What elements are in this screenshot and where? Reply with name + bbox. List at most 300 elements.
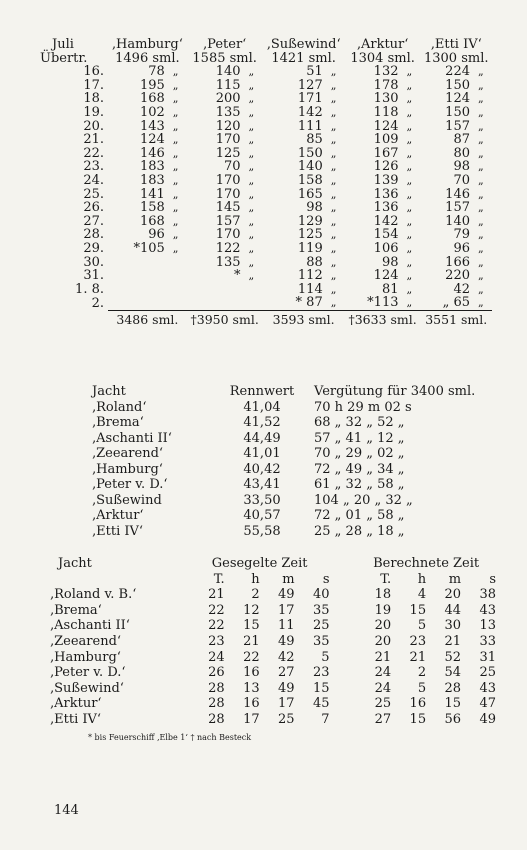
- ditto-mark: „: [172, 228, 179, 242]
- rennwert-cell: 41,04: [243, 399, 281, 415]
- computed-time-cell: 33: [479, 633, 496, 649]
- computed-time-cell: 20: [374, 633, 392, 649]
- yacht-name-cell: ‚Arktur‘: [92, 508, 144, 523]
- computed-time-cell: 4: [417, 587, 427, 603]
- distance-cell: 167: [373, 145, 399, 161]
- computed-time-cell: 13: [479, 618, 496, 634]
- yacht-name-cell: ‚Hamburg‘: [50, 649, 121, 665]
- unit-label: h: [251, 571, 260, 587]
- table3-units-row: [50, 572, 496, 588]
- ditto-mark: „: [406, 214, 413, 228]
- col-header-jacht: Jacht: [92, 384, 126, 399]
- ditto-mark: „: [330, 255, 337, 269]
- daily-distance-table: [40, 38, 492, 326]
- ditto-mark: „: [330, 187, 337, 201]
- distance-cell: 146: [139, 145, 165, 161]
- table-row: [40, 188, 492, 202]
- computed-time-cell: 30: [444, 618, 462, 634]
- computed-time-cell: 47: [479, 696, 496, 712]
- distance-cell: 81: [381, 281, 399, 297]
- distance-cell: 98: [381, 254, 399, 270]
- totals-spacer: [40, 310, 108, 326]
- sailed-time-cell: 24: [208, 649, 225, 665]
- distance-cell: 168: [139, 213, 165, 229]
- ditto-mark: „: [248, 160, 255, 174]
- ditto-mark: „: [330, 146, 337, 160]
- date-cell: 16.: [83, 64, 104, 80]
- ditto-mark: „: [478, 214, 484, 228]
- rennwert-cell: 40,57: [243, 508, 281, 523]
- sailed-time-cell: 26: [208, 665, 225, 681]
- distance-cell: 129: [297, 213, 323, 229]
- ditto-mark: „: [478, 105, 484, 119]
- ditto-mark: „: [478, 241, 484, 255]
- group-gap-cell: [330, 587, 357, 603]
- table-row: [92, 524, 482, 540]
- carryover-sussewind: 1421 sml.: [271, 50, 336, 66]
- date-cell: 22.: [83, 145, 104, 161]
- sailed-time-cell: 42: [278, 649, 295, 665]
- ditto-mark: „: [406, 282, 413, 296]
- table-row: [92, 400, 482, 416]
- ditto-mark: „: [406, 187, 413, 201]
- distance-cell: 165: [297, 186, 323, 202]
- distance-cell: 171: [297, 91, 323, 107]
- table-row: [50, 618, 496, 634]
- ditto-mark: [171, 269, 187, 283]
- ditto-mark: „: [248, 269, 255, 283]
- sailed-time-cell: 21: [243, 633, 260, 649]
- distance-cell: 135: [215, 254, 241, 270]
- date-cell: 25.: [83, 186, 104, 202]
- ditto-mark: „: [330, 119, 337, 133]
- unit-label: T.: [213, 571, 225, 587]
- sailed-time-cell: 25: [312, 618, 330, 634]
- group-gap-cell: [330, 665, 357, 681]
- distance-cell: 98: [453, 159, 470, 175]
- total-sussewind: 3593 sml.: [263, 310, 345, 326]
- distance-cell: 178: [373, 77, 399, 93]
- group-gap: [330, 556, 357, 572]
- total-peter: †3950 sml.: [187, 310, 263, 326]
- ditto-mark: „: [330, 105, 337, 119]
- table-row: [92, 508, 482, 524]
- yacht-name-cell: ‚Sußewind: [92, 492, 162, 508]
- ditto-mark: „: [248, 133, 255, 147]
- ditto-mark: [171, 256, 187, 270]
- distance-cell: 136: [373, 186, 399, 202]
- distance-cell: 170: [215, 227, 241, 243]
- table1-body: [40, 65, 492, 310]
- verguetung-cell: 68 „ 32 „ 52 „: [314, 415, 405, 430]
- ditto-mark: „: [478, 201, 484, 215]
- ditto-mark: „: [330, 78, 337, 92]
- verguetung-cell: 25 „ 28 „ 18 „: [314, 523, 405, 539]
- ditto-mark: „: [248, 255, 255, 269]
- distance-cell: [108, 283, 171, 297]
- ditto-mark: „: [248, 119, 255, 133]
- distance-cell: 125: [215, 145, 241, 161]
- sailed-time-cell: 23: [312, 665, 330, 681]
- distance-cell: 111: [297, 118, 323, 134]
- page-number: 144: [54, 803, 79, 818]
- verguetung-cell: 72 „ 01 „ 58 „: [314, 508, 405, 523]
- distance-cell: 88: [306, 254, 323, 270]
- distance-cell: 87: [453, 132, 470, 148]
- sailed-time-cell: 22: [208, 618, 225, 634]
- ditto-mark: „: [406, 119, 413, 133]
- sailed-time-cell: 11: [278, 618, 295, 634]
- table-row: [40, 120, 492, 134]
- ditto-mark: „: [330, 133, 337, 147]
- carryover-peter: 1585 sml.: [192, 50, 257, 66]
- yacht-name-cell: ‚Aschanti II‘: [92, 430, 172, 446]
- ditto-mark: „: [330, 214, 337, 228]
- group-gap-cell: [330, 681, 357, 697]
- sailed-time-cell: 16: [243, 696, 260, 712]
- computed-time-cell: 38: [479, 587, 496, 603]
- unit-label: s: [489, 571, 496, 587]
- ditto-mark: „: [406, 228, 413, 242]
- table-row: [40, 256, 492, 270]
- ditto-mark: „: [478, 146, 484, 160]
- yacht-name-cell: ‚Hamburg‘: [92, 461, 163, 477]
- table-row: [40, 283, 492, 297]
- table-row: [40, 215, 492, 229]
- distance-cell: 150: [297, 145, 323, 161]
- sailed-time-cell: 28: [208, 680, 225, 696]
- ditto-mark: „: [406, 160, 413, 174]
- sailed-time-cell: 17: [278, 696, 295, 712]
- rennwert-cell: 40,42: [243, 461, 281, 477]
- distance-cell: 140: [215, 64, 241, 80]
- table-row: [50, 665, 496, 681]
- units-spacer: [50, 572, 190, 588]
- sailed-time-cell: 28: [208, 711, 225, 727]
- distance-cell: 195: [139, 77, 165, 93]
- group-berechnete-zeit: Berechnete Zeit: [373, 556, 480, 571]
- ditto-mark: „: [248, 105, 255, 119]
- distance-cell: 142: [297, 104, 323, 120]
- ditto-mark: „: [478, 92, 484, 106]
- computed-time-cell: 23: [409, 633, 427, 649]
- verguetung-cell: 104 „ 20 „ 32 „: [314, 492, 413, 508]
- distance-cell: 145: [215, 200, 241, 216]
- unit-label: m: [282, 571, 295, 587]
- sailed-time-cell: 49: [278, 680, 295, 696]
- ditto-mark: „: [248, 92, 255, 106]
- ditto-mark: „: [248, 146, 255, 160]
- table-row: [92, 462, 482, 478]
- table-row: [40, 79, 492, 93]
- col-header-etti: ‚Etti IV‘: [430, 37, 482, 52]
- unit-label: s: [322, 571, 330, 587]
- yacht-name-cell: ‚Arktur‘: [50, 696, 102, 712]
- distance-cell: 122: [215, 240, 241, 256]
- distance-cell: 79: [453, 227, 470, 243]
- table-row: [40, 160, 492, 174]
- table-row: [40, 133, 492, 147]
- computed-time-cell: 21: [409, 649, 427, 665]
- ditto-mark: „: [406, 296, 413, 310]
- table-row: [40, 296, 492, 310]
- distance-cell: *: [234, 268, 241, 284]
- computed-time-cell: 54: [444, 665, 462, 681]
- sailed-time-cell: 5: [321, 649, 330, 665]
- table-row: [50, 634, 496, 650]
- distance-cell: 166: [445, 254, 470, 270]
- sailed-time-cell: 17: [243, 711, 260, 727]
- distance-cell: 120: [215, 118, 241, 134]
- computed-time-cell: 15: [444, 696, 462, 712]
- computed-time-cell: 19: [374, 602, 392, 618]
- table1-carryover-row: [40, 52, 492, 66]
- sailed-time-cell: 16: [243, 665, 260, 681]
- yacht-name-cell: ‚Etti IV‘: [92, 523, 144, 539]
- date-cell: 28.: [83, 227, 104, 243]
- distance-cell: 139: [373, 172, 399, 188]
- distance-cell: 141: [139, 186, 165, 202]
- computed-time-cell: 25: [374, 696, 392, 712]
- verguetung-cell: 70 „ 29 „ 02 „: [314, 446, 405, 461]
- distance-cell: [108, 256, 171, 270]
- table-row: [40, 242, 492, 256]
- ditto-mark: „: [330, 228, 337, 242]
- ditto-mark: „: [330, 269, 337, 283]
- yacht-name-cell: ‚Sußewind‘: [50, 680, 124, 696]
- ditto-mark: „: [478, 269, 484, 283]
- distance-cell: 142: [373, 213, 399, 229]
- group-gap-cell: [330, 618, 357, 634]
- distance-cell: 158: [297, 172, 323, 188]
- ditto-mark: „: [330, 65, 337, 79]
- computed-time-cell: 24: [374, 680, 392, 696]
- yacht-name-cell: ‚Aschanti II‘: [50, 618, 130, 634]
- carryover-etti: 1300 sml.: [423, 50, 489, 66]
- sailed-time-cell: 28: [208, 696, 225, 712]
- ditto-mark: „: [248, 201, 255, 215]
- distance-cell: 150: [445, 104, 470, 120]
- distance-cell: 170: [215, 172, 241, 188]
- distance-cell: 200: [215, 91, 241, 107]
- ditto-mark: „: [406, 78, 413, 92]
- table-row: [92, 477, 482, 493]
- date-cell: 26.: [83, 200, 104, 216]
- distance-cell: 143: [139, 118, 165, 134]
- distance-cell: 96: [453, 240, 470, 256]
- ditto-mark: „: [330, 241, 337, 255]
- computed-time-cell: 25: [479, 665, 496, 681]
- ditto-mark: „: [172, 119, 179, 133]
- col-header-jacht-2: Jacht: [58, 556, 92, 571]
- distance-cell: 140: [445, 213, 470, 229]
- distance-cell: 158: [139, 200, 165, 216]
- computed-time-cell: 20: [444, 587, 462, 603]
- distance-cell: 102: [139, 104, 165, 120]
- yacht-name-cell: ‚Peter v. D.‘: [50, 665, 126, 681]
- col-header-verguetung: Vergütung für 3400 sml.: [314, 384, 476, 399]
- ditto-mark: „: [406, 92, 413, 106]
- distance-cell: 150: [445, 77, 470, 93]
- table-row: [92, 431, 482, 447]
- distance-cell: 124: [139, 132, 165, 148]
- distance-cell: * 87: [295, 295, 323, 311]
- units-gap: [330, 572, 357, 588]
- distance-cell: 140: [297, 159, 323, 175]
- group-gesegelte-zeit: Gesegelte Zeit: [211, 556, 308, 571]
- group-gap-cell: [330, 650, 357, 666]
- yacht-name-cell: ‚Roland v. B.‘: [50, 587, 137, 603]
- table-row: [40, 92, 492, 106]
- distance-cell: 183: [139, 159, 165, 175]
- group-gap-cell: [330, 603, 357, 619]
- distance-cell: 170: [215, 186, 241, 202]
- distance-cell: 220: [445, 268, 470, 284]
- carryover-arktur: 1304 sml.: [350, 50, 415, 66]
- rennwert-cell: 43,41: [243, 477, 281, 492]
- unit-label: T.: [380, 571, 392, 587]
- ditto-mark: „: [330, 173, 337, 187]
- table-row: [92, 493, 482, 509]
- footnote: * bis Feuerschiff ‚Elbe 1‘ † nach Besteck: [88, 733, 252, 742]
- computed-time-cell: 24: [374, 665, 392, 681]
- ditto-mark: „: [478, 133, 484, 147]
- ditto-mark: „: [248, 65, 255, 79]
- computed-time-cell: 20: [374, 618, 392, 634]
- computed-time-cell: 21: [374, 649, 392, 665]
- computed-time-cell: 28: [444, 680, 462, 696]
- ditto-mark: [171, 296, 187, 310]
- yacht-name-cell: ‚Brema‘: [92, 415, 144, 430]
- distance-cell: 80: [453, 145, 470, 161]
- sailed-time-cell: 40: [312, 587, 330, 603]
- distance-cell: 42: [453, 281, 470, 297]
- ditto-mark: „: [478, 255, 484, 269]
- rennwert-cell: 41,01: [243, 446, 281, 461]
- ditto-mark: „: [172, 173, 179, 187]
- computed-time-cell: 56: [444, 711, 462, 727]
- ditto-mark: „: [478, 119, 484, 133]
- distance-cell: [108, 269, 171, 283]
- rennwert-cell: 55,58: [243, 523, 281, 539]
- sailed-time-cell: 7: [321, 711, 330, 727]
- ditto-mark: „: [406, 269, 413, 283]
- table1-header-row: [40, 38, 492, 52]
- table-row: [40, 269, 492, 283]
- date-cell: 19.: [83, 104, 104, 120]
- sailed-time-cell: 2: [251, 587, 260, 603]
- table-row: [50, 712, 496, 728]
- sailed-time-cell: 13: [243, 680, 260, 696]
- computed-time-cell: 27: [374, 711, 392, 727]
- distance-cell: 125: [297, 227, 323, 243]
- distance-cell: 157: [445, 200, 470, 216]
- date-cell: 17.: [83, 77, 104, 93]
- sailed-time-cell: 49: [278, 633, 295, 649]
- distance-cell: 135: [215, 104, 241, 120]
- table-row: [40, 65, 492, 79]
- ditto-mark: „: [406, 241, 413, 255]
- computed-time-cell: 21: [444, 633, 462, 649]
- distance-cell: 78: [148, 64, 165, 80]
- distance-cell: 224: [445, 64, 470, 80]
- sailed-time-cell: 12: [243, 602, 260, 618]
- computed-time-cell: 43: [479, 680, 496, 696]
- distance-cell: 168: [139, 91, 165, 107]
- table-row: [50, 587, 496, 603]
- total-etti: 3551 sml.: [421, 310, 493, 326]
- carryover-hamburg: 1496 sml.: [115, 50, 180, 66]
- col-header-rennwert: Rennwert: [229, 384, 295, 399]
- group-gap-cell: [330, 696, 357, 712]
- ditto-mark: „: [406, 255, 413, 269]
- yacht-name-cell: ‚Peter v. D.‘: [92, 477, 168, 492]
- sailed-time-cell: 15: [243, 618, 260, 634]
- sailed-time-cell: 25: [278, 711, 295, 727]
- carryover-label: Übertr.: [40, 50, 88, 66]
- table2-header-row: [92, 384, 482, 400]
- distance-cell: 106: [373, 240, 399, 256]
- table3-body: [50, 587, 496, 727]
- distance-cell: 124: [373, 268, 399, 284]
- distance-cell: 157: [215, 213, 241, 229]
- ditto-mark: „: [248, 173, 255, 187]
- ditto-mark: „: [478, 65, 484, 79]
- ditto-mark: „: [478, 187, 484, 201]
- ditto-mark: „: [248, 241, 255, 255]
- computed-time-cell: 5: [417, 680, 427, 696]
- table2-body: [92, 400, 482, 540]
- total-hamburg: 3486 sml.: [108, 310, 187, 326]
- distance-cell: 183: [139, 172, 165, 188]
- distance-cell: 85: [306, 132, 323, 148]
- ditto-mark: „: [172, 187, 179, 201]
- ditto-mark: „: [248, 187, 255, 201]
- table1-totals-row: [40, 310, 492, 326]
- ditto-mark: „: [172, 241, 179, 255]
- ditto-mark: „: [478, 228, 484, 242]
- distance-cell: „ 65: [442, 295, 470, 311]
- date-cell: 31.: [83, 268, 104, 284]
- computed-time-cell: 49: [479, 711, 496, 727]
- date-cell: 29.: [83, 240, 104, 256]
- rennwert-cell: 44,49: [243, 430, 281, 446]
- date-cell: 27.: [83, 213, 104, 229]
- ditto-mark: „: [172, 201, 179, 215]
- ditto-mark: „: [172, 133, 179, 147]
- date-cell: 2.: [91, 295, 104, 311]
- yacht-name-cell: ‚Zeearend‘: [50, 633, 122, 649]
- date-cell: 23.: [83, 159, 104, 175]
- distance-cell: 157: [445, 118, 470, 134]
- table-row: [92, 415, 482, 431]
- ditto-mark: „: [406, 146, 413, 160]
- rennwert-cell: 33,50: [243, 492, 281, 508]
- rating-table: [92, 384, 482, 539]
- computed-time-cell: 43: [479, 602, 496, 618]
- distance-cell: 70: [453, 172, 470, 188]
- sailed-time-cell: 49: [278, 587, 295, 603]
- ditto-mark: „: [172, 146, 179, 160]
- unit-label: m: [448, 571, 462, 587]
- computed-time-cell: 16: [409, 696, 427, 712]
- ditto-mark: „: [330, 160, 337, 174]
- ditto-mark: „: [330, 92, 337, 106]
- distance-cell: 51: [306, 64, 323, 80]
- verguetung-cell: 61 „ 32 „ 58 „: [314, 477, 405, 492]
- table-row: [40, 106, 492, 120]
- total-arktur: †3633 sml.: [345, 310, 421, 326]
